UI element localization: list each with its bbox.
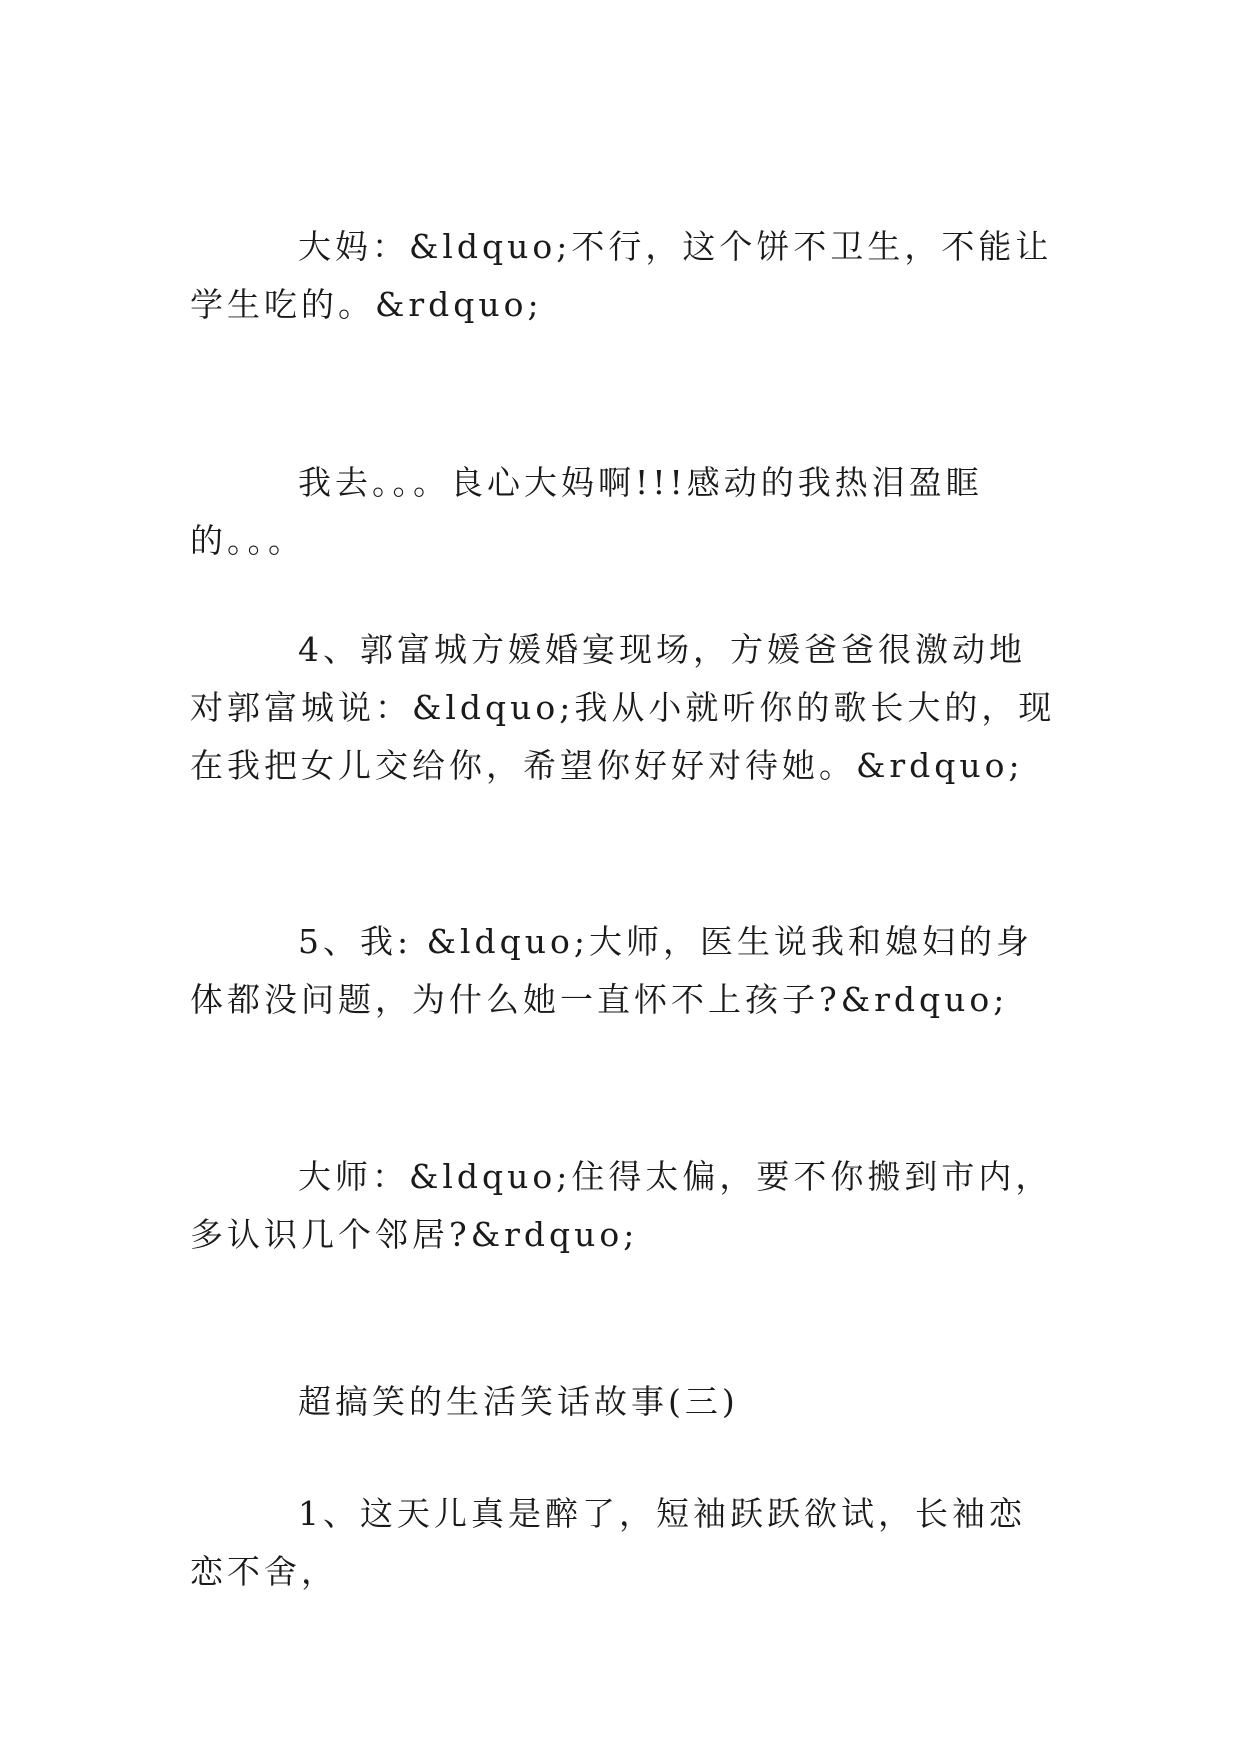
- paragraph-1: 大妈：&ldquo;不行，这个饼不卫生，不能让学生吃的。&rdquo;: [190, 227, 1053, 324]
- paragraph-4: 5、我: &ldquo;大师，医生说我和媳妇的身体都没问题，为什么她一直怀不上孩子?&rdquo;: [190, 922, 1034, 1019]
- paragraph-5: 大师：&ldquo;住得太偏，要不你搬到市内，多认识几个邻居?&rdquo;: [190, 1157, 1053, 1254]
- paragraph-3: 4、郭富城方媛婚宴现场，方媛爸爸很激动地对郭富城说：&ldquo;我从小就听你的歌长大的，现在我把女儿交给你，希望你好好对待她。&rdquo;: [190, 630, 1056, 785]
- section-heading: 超搞笑的生活笑话故事(三): [298, 1382, 739, 1421]
- paragraph-6: 1、这天儿真是醉了，短袖跃跃欲试，长袖恋恋不舍，: [190, 1494, 1026, 1591]
- paragraph-2: 我去。。。良心大妈啊!!!感动的我热泪盈眶的。。。: [190, 463, 983, 560]
